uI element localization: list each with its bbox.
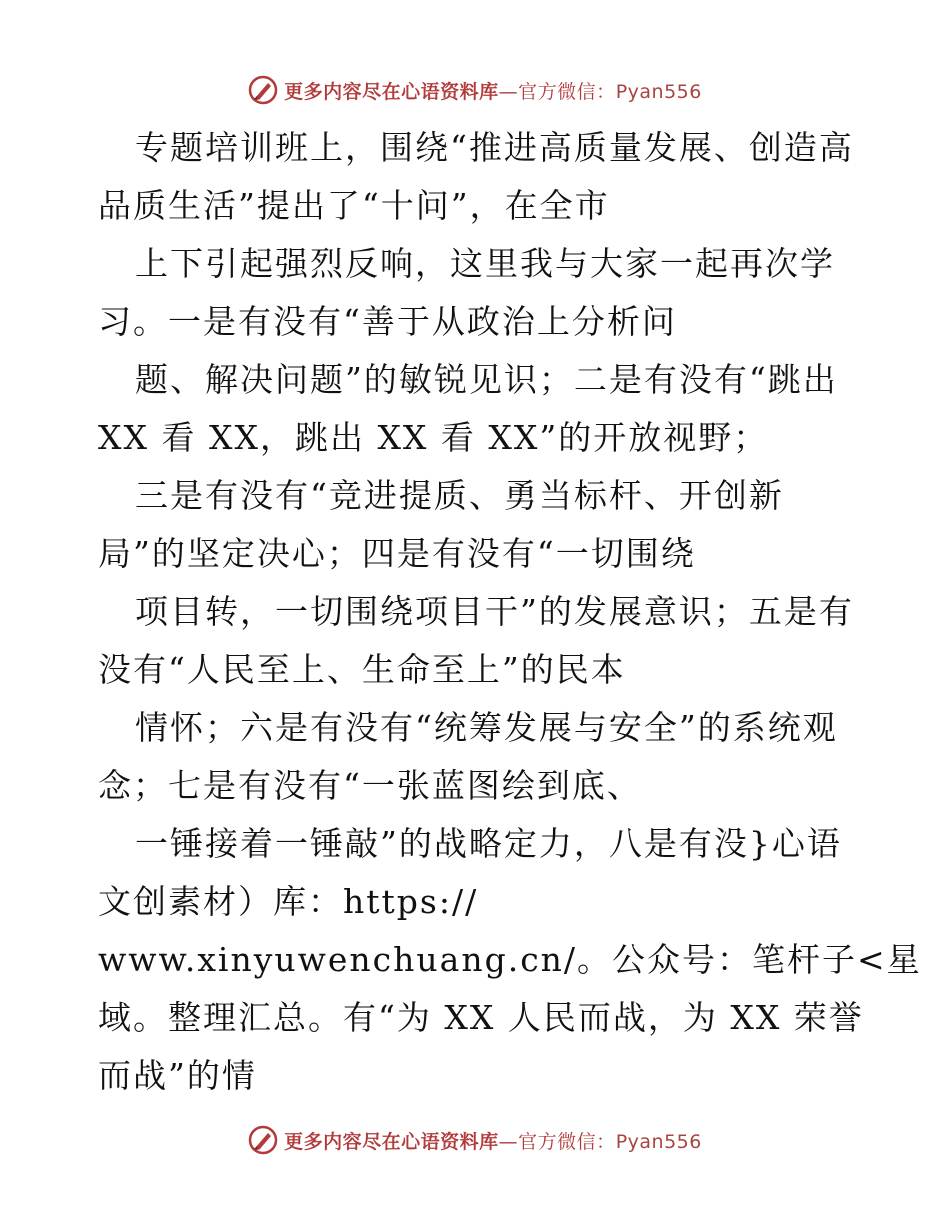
- watermark-wechat-id: Pyan556: [615, 1130, 702, 1153]
- text-line: 而战”的情: [98, 1056, 257, 1095]
- text-line: 题、解决问题”的敏锐见识；二是有没有“跳出: [135, 360, 838, 399]
- text-line: 情怀；六是有没有“统筹发展与安全”的系统观: [135, 708, 838, 747]
- text-line: 念；七是有没有“一张蓝图绘到底、: [98, 766, 642, 805]
- text-line: 域。整理汇总。有“为 XX 人民而战，为 XX 荣誉: [98, 998, 864, 1037]
- text-line: www.xinyuwenchuang.cn/。公众号：笔杆子<星: [98, 940, 922, 979]
- header-watermark-text: [284, 77, 702, 104]
- text-line: 品质生活”提出了“十问”，在全市: [98, 186, 610, 225]
- text-line: 局”的坚定决心；四是有没有“一切围绕: [98, 534, 696, 573]
- pen-seal-icon: [248, 75, 278, 105]
- header-watermark-banner: [0, 70, 950, 110]
- text-line: 一锤接着一锤敲”的战略定力，八是有没}心语: [135, 824, 842, 863]
- footer-watermark-banner: [0, 1120, 950, 1160]
- watermark-dash: —: [498, 1130, 519, 1153]
- watermark-dash: —: [498, 80, 519, 103]
- watermark-wechat-id: Pyan556: [615, 80, 702, 103]
- pen-seal-icon: [248, 1125, 278, 1155]
- text-line: 文创素材）库：https://: [98, 882, 479, 921]
- text-line: 专题培训班上，围绕“推进高质量发展、创造高: [135, 128, 854, 167]
- watermark-brand: 更多内容尽在心语资料库: [284, 80, 499, 103]
- watermark-label: 官方微信：: [518, 1130, 616, 1153]
- watermark-label: 官方微信：: [518, 80, 616, 103]
- text-line: 没有“人民至上、生命至上”的民本: [98, 650, 626, 689]
- text-line: 习。一是有没有“善于从政治上分析问: [98, 302, 677, 341]
- text-line: 项目转，一切围绕项目干”的发展意识；五是有: [135, 592, 854, 631]
- footer-watermark-text: [284, 1127, 702, 1154]
- text-line: 上下引起强烈反响，这里我与大家一起再次学: [135, 244, 835, 283]
- text-line: XX 看 XX，跳出 XX 看 XX”的开放视野；: [98, 418, 769, 457]
- watermark-brand: 更多内容尽在心语资料库: [284, 1130, 499, 1153]
- text-line: 三是有没有“竞进提质、勇当标杆、开创新: [135, 476, 784, 515]
